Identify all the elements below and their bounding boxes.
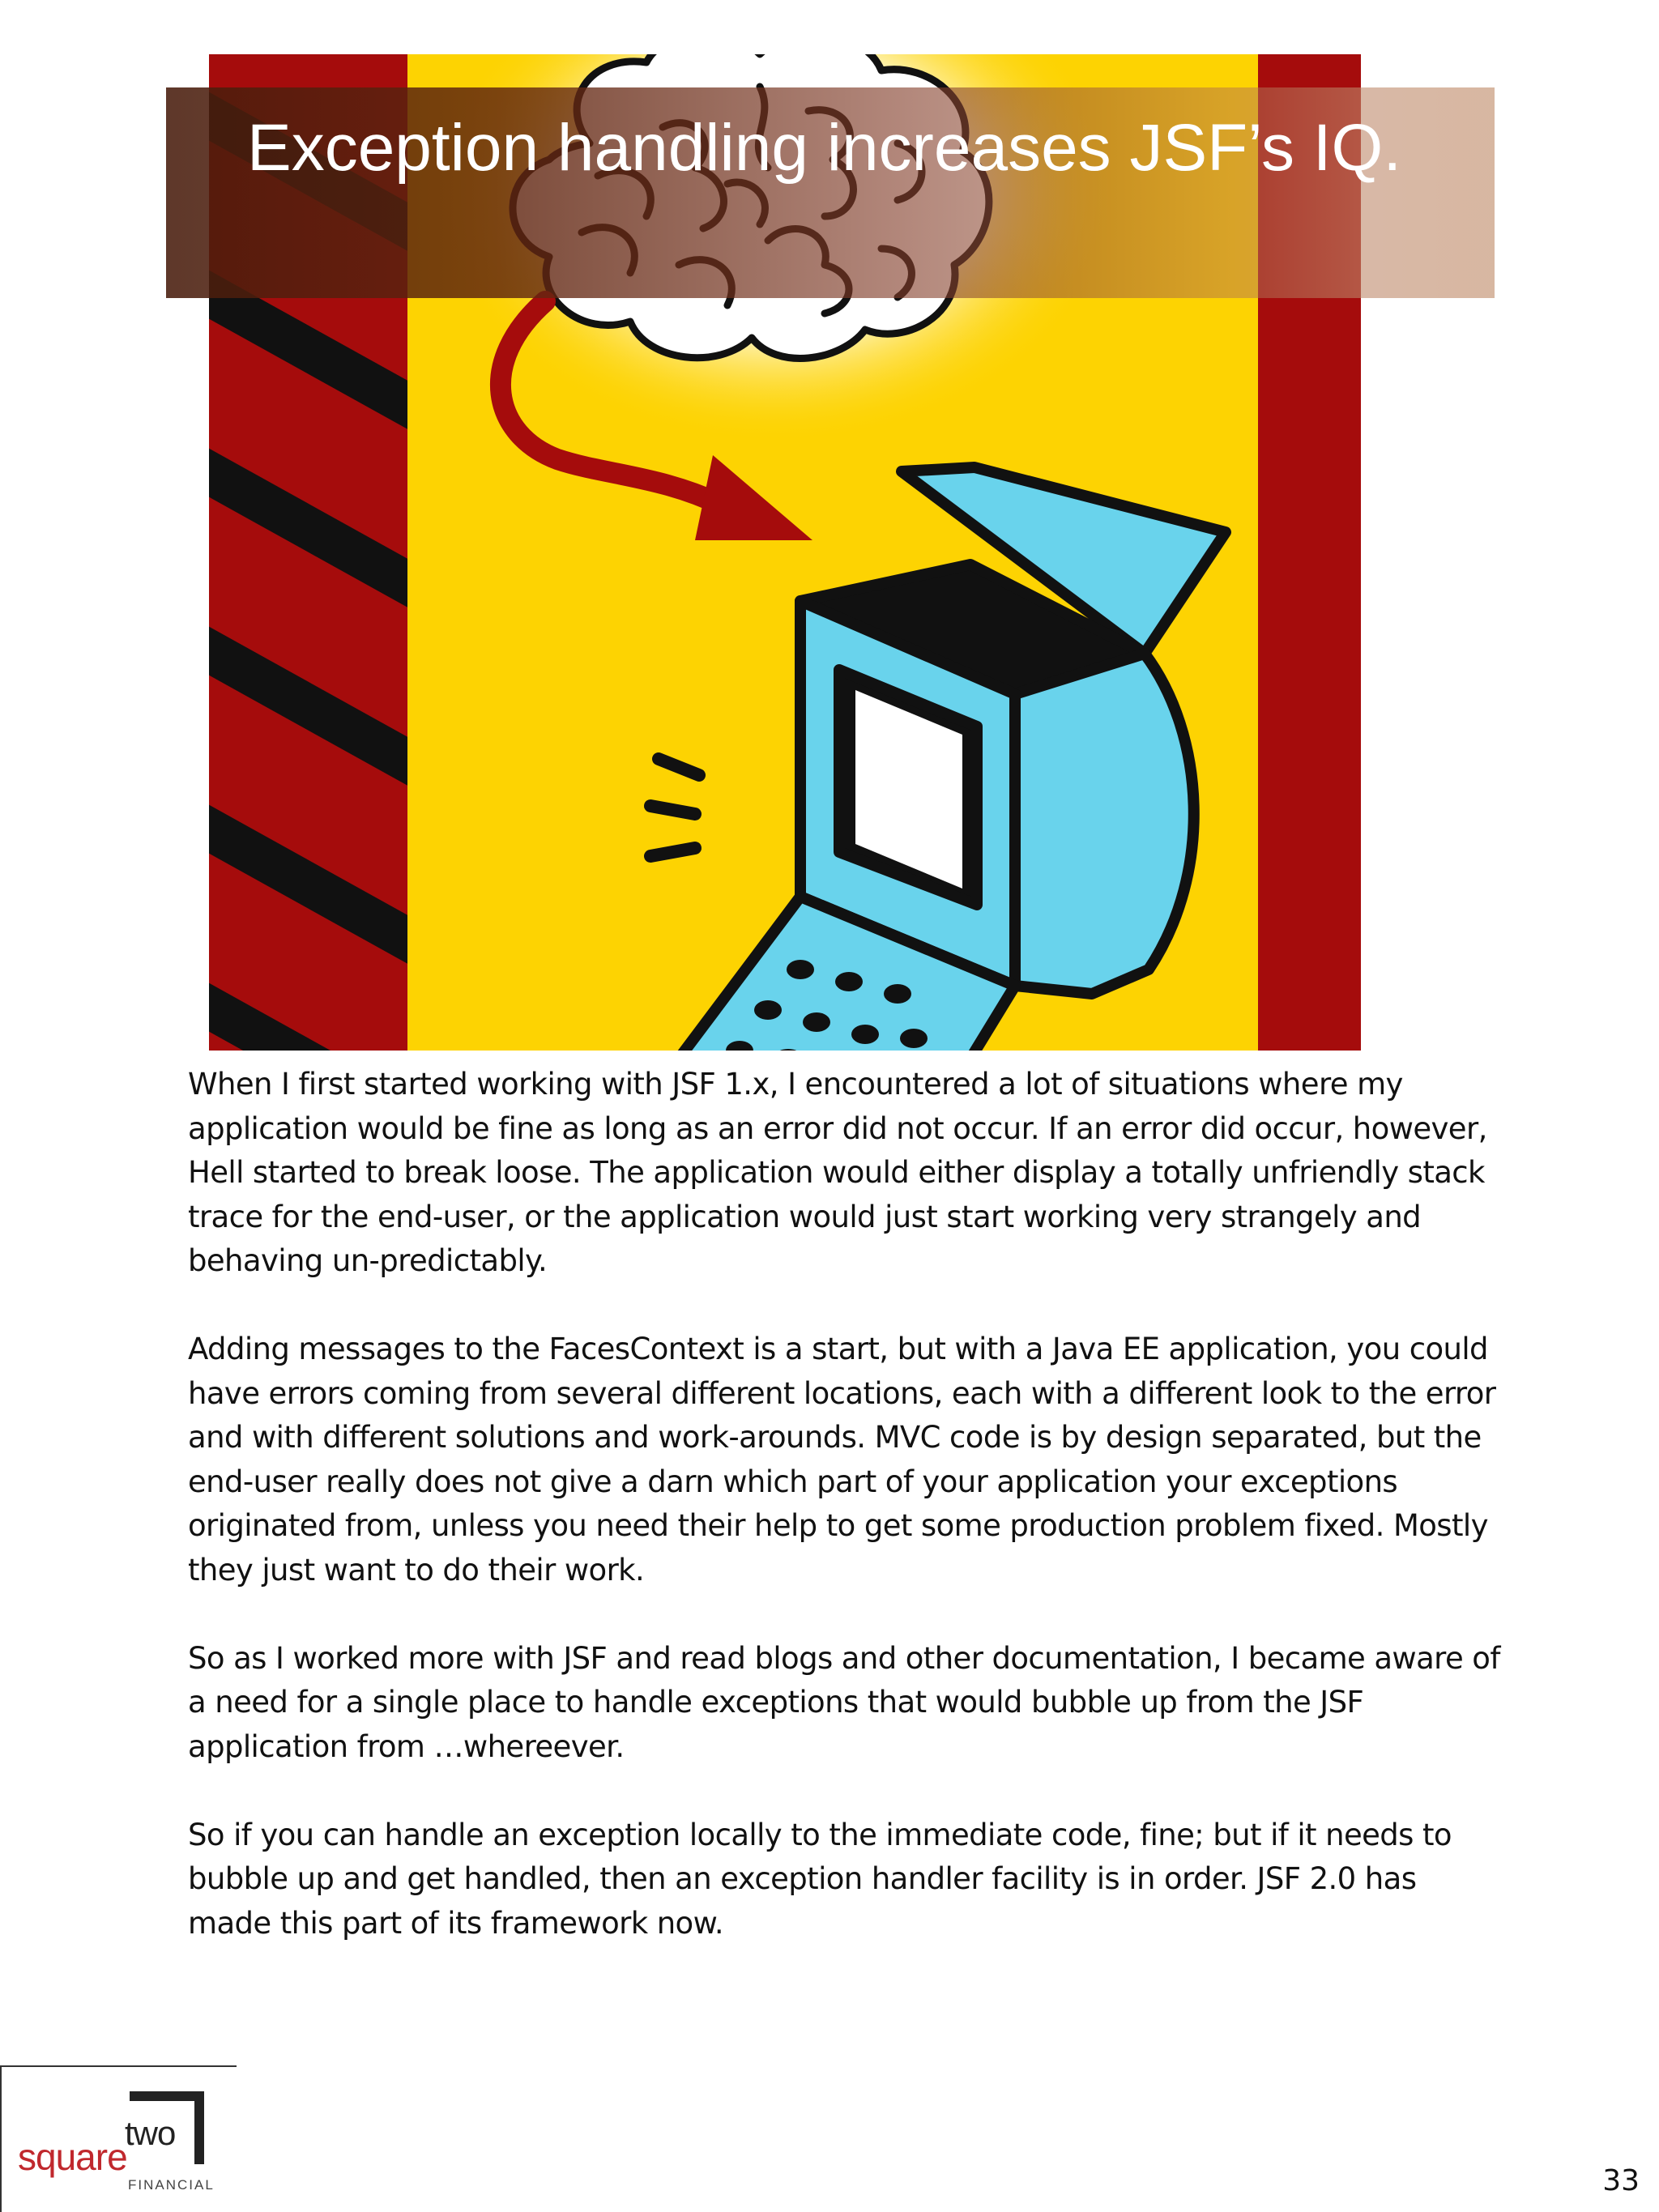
logo-word-square: square bbox=[18, 2136, 127, 2178]
footer-divider bbox=[0, 2065, 237, 2067]
body-text bbox=[188, 1063, 1500, 1990]
page-number: 33 bbox=[1602, 2164, 1640, 2197]
logo-word-two: two bbox=[125, 2114, 176, 2152]
paragraph-1: When I first started working with JSF 1.x, I encountered a lot of situations where my application would be fine as long as an error did not occur. If an error did occur, however, Hell started to break loose. The application would either display a totally unfriendly stack trace for the end-user, or the application would just start working very strangely and behaving un-predictably. bbox=[188, 1067, 1487, 1278]
logo-word-financial: FINANCIAL bbox=[128, 2177, 215, 2193]
slide-title: Exception handling increases JSF’s IQ. bbox=[247, 111, 1402, 185]
paragraph-4: So if you can handle an exception locally to the immediate code, fine; but if it needs to bubble up and get handled, then an exception handler facility is in order. JSF 2.0 has made this part of its framework now. bbox=[188, 1817, 1452, 1941]
squaretwo-financial-logo bbox=[18, 2091, 220, 2197]
title-banner bbox=[166, 87, 1495, 298]
paragraph-3: So as I worked more with JSF and read blogs and other documentation, I became aware of a need for a single place to handle exceptions that would bubble up from the JSF application from …whereever. bbox=[188, 1640, 1500, 1764]
footer-divider-vertical bbox=[0, 2065, 2, 2212]
paragraph-2: Adding messages to the FacesContext is a start, but with a Java EE application, you could have errors coming from several different locations, each with a different look to the error and with different solutions and work-arounds. MVC code is by design separated, but the end-user really does not give a darn which part of your application your exceptions originated from, unless you need their help to get some production problem fixed. Mostly they just want to do their work. bbox=[188, 1332, 1496, 1588]
